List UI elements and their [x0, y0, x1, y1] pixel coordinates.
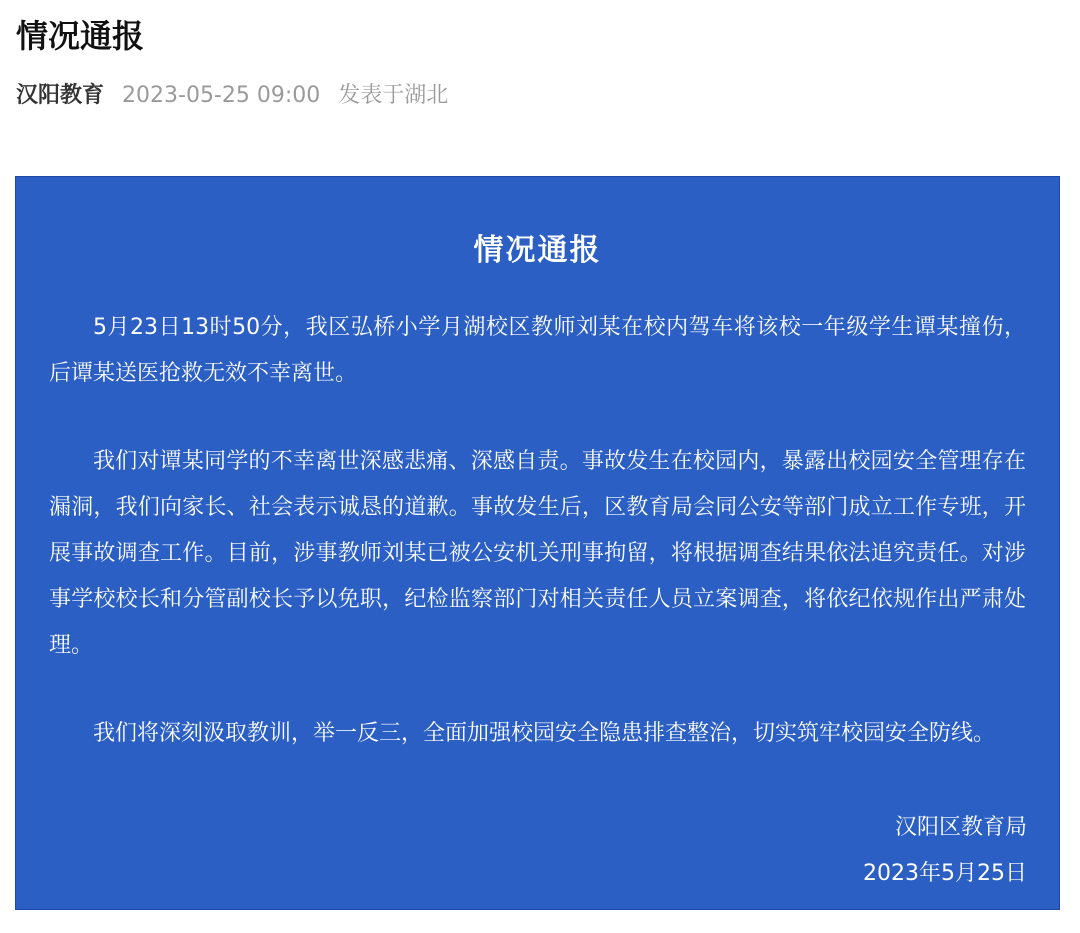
publish-datetime: 2023-05-25 09:00	[122, 83, 321, 108]
notice-image	[15, 176, 1060, 910]
notice-heading: 情况通报	[473, 233, 602, 268]
notice-signature-block	[863, 805, 1027, 897]
notice-paragraph: 我们将深刻汲取教训，举一反三，全面加强校园安全隐患排查整治，切实筑牢校园安全防线。	[93, 721, 996, 746]
issuer-name: 汉阳区教育局	[894, 815, 1027, 840]
notice-paragraph: 5月23日13时50分，我区弘桥小学月湖校区教师刘某在校内驾车将该校一年级学生谭某撞伤，后谭某送医抢救无效不幸离世。	[49, 315, 1026, 386]
author-name[interactable]: 汉阳教育	[16, 83, 105, 108]
post-meta	[16, 78, 448, 114]
publish-location: 发表于湖北	[338, 83, 449, 108]
issue-date: 2023年5月25日	[863, 861, 1027, 886]
page-title: 情况通报	[16, 17, 145, 55]
notice-paragraph: 我们对谭某同学的不幸离世深感悲痛、深感自责。事故发生在校园内，暴露出校园安全管理存在漏洞，我们向家长、社会表示诚恳的道歉。事故发生后，区教育局会同公安等部门成立工作专班，开展事故调查工作。目前，涉事教师刘某已被公安机关刑事拘留，将根据调查结果依法追究责任。对涉事学校校长和分管副校长予以免职，纪检监察部门对相关责任人员立案调查，将依纪依规作出严肃处理。	[49, 449, 1026, 658]
notice-body	[49, 305, 1026, 799]
